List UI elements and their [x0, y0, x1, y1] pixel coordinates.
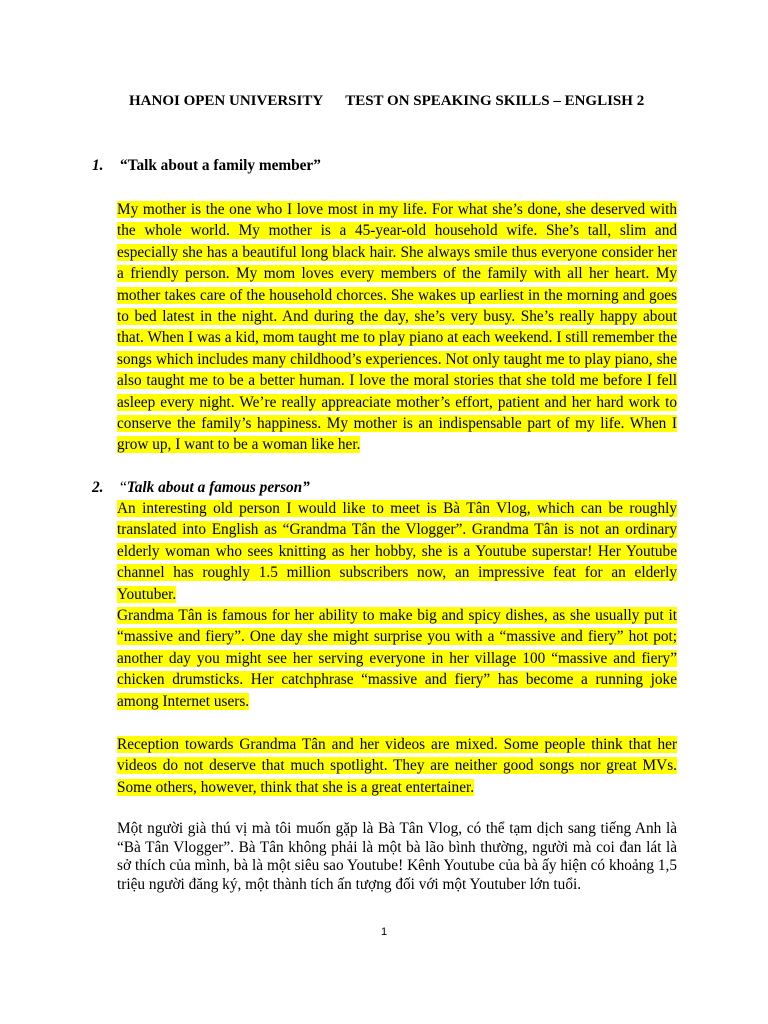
page-number: 1: [380, 926, 388, 938]
answer-paragraph: [117, 734, 677, 798]
highlighted-text: My mother is the one who I love most in my life. For what she’s done, she deserved with the whole world. My mother is a 45-year-old household wife. She’s tall, slim and especially she has a beautiful long black hair. She always smile thus everyone consider her a friendly person. My mom loves every members of the family with all her heart. My mother takes care of the household chorces. She wakes up earliest in the morning and goes to bed latest in the night. And during the day, she’s very busy. She’s really happy about that. When I was a kid, mom taught me to play piano at each weekend. I still remember the songs which includes many childhood’s experiences. Not only taught me to play piano, she also taught me to be a better human. I love the moral stories that she told me before I fell asleep every night. We’re really appreaciate mother’s effort, patient and her hard work to conserve the family’s happiness. My mother is an indispensable part of my life. When I grow up, I want to be a woman like her.: [117, 201, 677, 454]
answer-paragraph: [117, 199, 677, 456]
question-1-heading: [92, 157, 321, 175]
question-title-open-quote: “: [120, 479, 127, 496]
document-header: [129, 93, 644, 110]
question-title: “Talk about a family member”: [120, 157, 321, 174]
answer-paragraph: [117, 498, 677, 605]
question-number: 1.: [92, 157, 104, 174]
test-title: TEST ON SPEAKING SKILLS – ENGLISH 2: [345, 93, 645, 109]
highlighted-text: Grandma Tân is famous for her ability to make big and spicy dishes, as she usually put it “massive and fiery”. One day she might surprise you with a “massive and fiery” hot pot; another day you might see her serving everyone in her village 100 “massive and fiery” chicken drumsticks. Her catchphrase “massive and fiery” has become a running joke among Internet users.: [117, 607, 677, 710]
translation-paragraph: Một người già thú vị mà tôi muốn gặp là Bà Tân Vlog, có thể tạm dịch sang tiếng Anh là “Bà Tân Vlogger”. Bà Tân không phải là một bà lão bình thường, người mà coi đan lát là sở thích của mình, bà là một siêu sao Youtube! Kênh Youtube của bà ấy hiện có khoảng 1,5 triệu người đăng ký, một thành tích ấn tượng đối với một Youtuber lớn tuổi.: [117, 820, 677, 893]
answer-paragraph: [117, 605, 677, 712]
question-title: Talk about a famous person”: [126, 479, 310, 496]
highlighted-text: An interesting old person I would like to meet is Bà Tân Vlog, which can be roughly translated into English as “Grandma Tân the Vlogger”. Grandma Tân is not an ordinary elderly woman who sees knitting as her hobby, she is a Youtube superstar! Her Youtube channel has roughly 1.5 million subscribers now, an impressive feat for an elderly Youtuber.: [117, 500, 677, 603]
question-2-heading: [92, 479, 310, 497]
highlighted-text: Reception towards Grandma Tân and her videos are mixed. Some people think that her videos do not deserve that much spotlight. They are neither good songs nor great MVs. Some others, however, think that she is a great entertainer.: [117, 736, 677, 796]
university-name: HANOI OPEN UNIVERSITY: [129, 93, 324, 109]
question-number: 2.: [92, 479, 104, 496]
